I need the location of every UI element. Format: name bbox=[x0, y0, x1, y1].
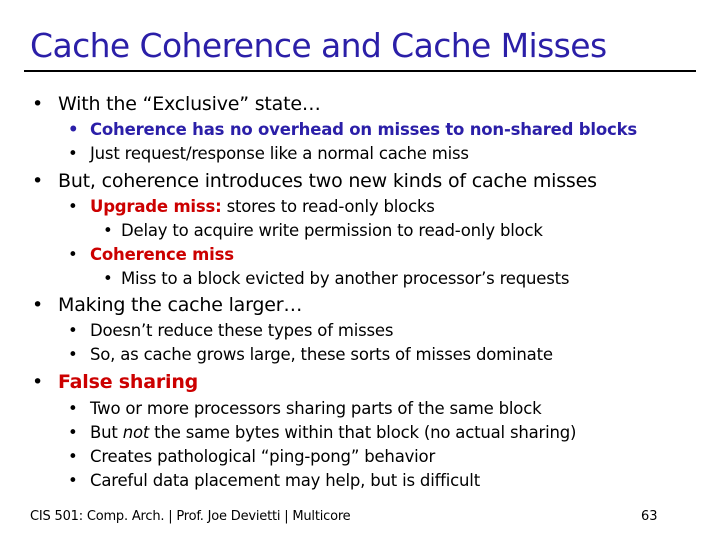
bullet-text: stores to read-only blocks bbox=[221, 197, 435, 216]
bullet-item bbox=[68, 399, 541, 418]
bullet-term: Coherence miss bbox=[90, 245, 234, 264]
bullet-text: Coherence has no overhead on misses to non-shared blocks bbox=[90, 120, 637, 139]
slide-footer: CIS 501: Comp. Arch. | Prof. Joe Devietti | Multicore bbox=[30, 509, 351, 524]
bullet-icon: • bbox=[32, 93, 44, 115]
bullet-text: Two or more processors sharing parts of the same block bbox=[90, 399, 542, 418]
bullet-icon: • bbox=[68, 447, 78, 466]
bullet-icon: • bbox=[32, 294, 44, 316]
bullet-text: Creates pathological “ping-pong” behavior bbox=[90, 447, 436, 466]
bullet-item bbox=[32, 371, 198, 393]
bullet-text: Making the cache larger… bbox=[58, 294, 303, 316]
bullet-text: Miss to a block evicted by another processor’s requests bbox=[121, 269, 570, 288]
bullet-icon: • bbox=[68, 197, 78, 216]
bullet-item bbox=[32, 294, 302, 316]
bullet-icon: • bbox=[68, 345, 78, 364]
bullet-term: Upgrade miss: bbox=[90, 197, 222, 216]
bullet-text-before: But bbox=[90, 423, 123, 442]
bullet-icon: • bbox=[32, 371, 44, 393]
bullet-item bbox=[68, 120, 637, 139]
bullet-icon: • bbox=[68, 120, 79, 139]
bullet-item bbox=[68, 471, 480, 490]
bullet-text-after: the same bytes within that block (no actual sharing) bbox=[149, 423, 577, 442]
bullet-icon: • bbox=[68, 245, 78, 264]
bullet-text: Careful data placement may help, but is difficult bbox=[90, 471, 480, 490]
bullet-item bbox=[103, 269, 569, 288]
bullet-text: But, coherence introduces two new kinds of cache misses bbox=[58, 170, 597, 192]
bullet-text: With the “Exclusive” state… bbox=[58, 93, 321, 115]
bullet-text: So, as cache grows large, these sorts of misses dominate bbox=[90, 345, 553, 364]
bullet-item bbox=[68, 245, 234, 264]
bullet-item bbox=[68, 345, 553, 364]
bullet-icon: • bbox=[68, 321, 78, 340]
bullet-item bbox=[68, 447, 435, 466]
bullet-item bbox=[68, 197, 435, 216]
bullet-text: False sharing bbox=[58, 371, 199, 393]
bullet-item bbox=[103, 221, 543, 240]
bullet-item bbox=[68, 321, 393, 340]
bullet-icon: • bbox=[68, 471, 78, 490]
bullet-icon: • bbox=[68, 399, 78, 418]
bullet-item bbox=[32, 170, 597, 192]
bullet-item bbox=[68, 144, 469, 163]
bullet-text-emphasis: not bbox=[122, 423, 150, 442]
bullet-item bbox=[68, 423, 576, 442]
bullet-icon: • bbox=[68, 423, 78, 442]
bullet-icon: • bbox=[32, 170, 44, 192]
bullet-text: Delay to acquire write permission to read-only block bbox=[121, 221, 543, 240]
bullet-text: Just request/response like a normal cache miss bbox=[90, 144, 469, 163]
page-number: 63 bbox=[641, 509, 658, 524]
bullet-text: Doesn’t reduce these types of misses bbox=[90, 321, 394, 340]
bullet-item bbox=[32, 93, 321, 115]
bullet-icon: • bbox=[103, 269, 113, 288]
title-underline bbox=[24, 70, 696, 72]
bullet-icon: • bbox=[103, 221, 113, 240]
bullet-icon: • bbox=[68, 144, 78, 163]
slide-title: Cache Coherence and Cache Misses bbox=[30, 26, 607, 65]
